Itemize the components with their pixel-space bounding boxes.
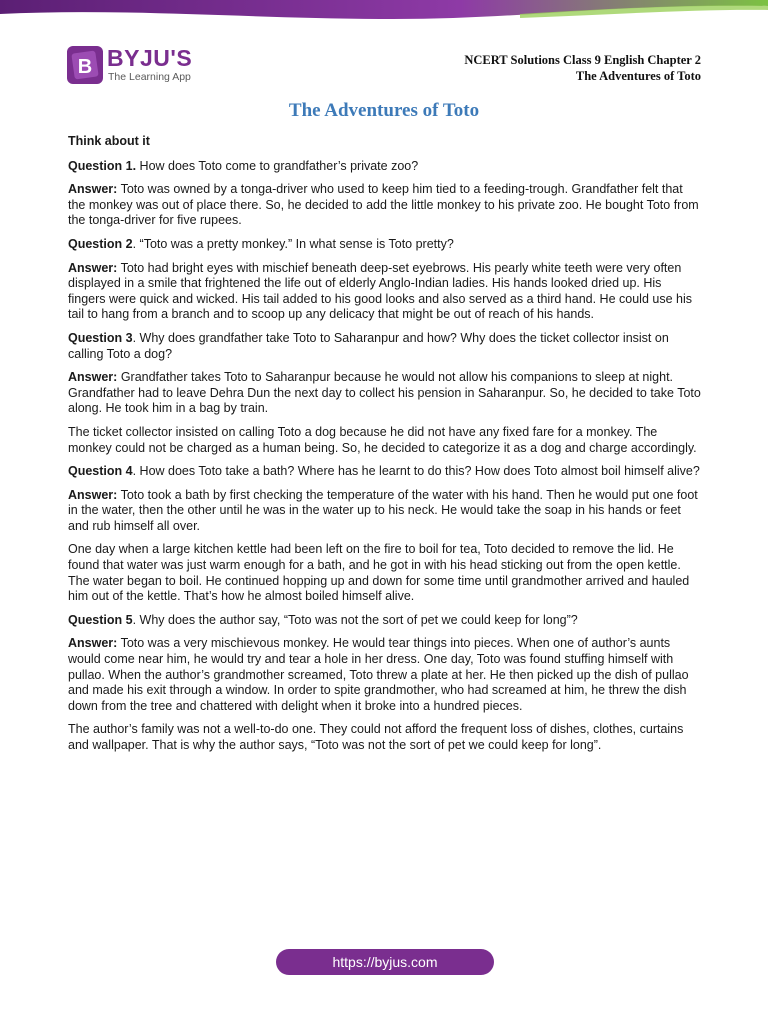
question-label: Question 4: [68, 464, 133, 479]
answer-3: [68, 370, 702, 417]
answer-4-paragraph-2: One day when a large kitchen kettle had been left on the fire to boil for tea, Toto decided to remove the lid. He found that water was just warm enough for a bath, and he got in with his head sticking out from the open kettle. The water began to boil. He continued hopping up and down for some time until grandmother arrived and hauled him out of the kettle. That’s how he almost boiled himself alive.: [68, 542, 690, 604]
logo-name: BYJU'S: [107, 45, 193, 71]
footer-url-link[interactable]: [276, 949, 494, 975]
answer-label: Answer:: [68, 487, 118, 502]
answer-label: Answer:: [68, 260, 118, 275]
footer-url-text: https://byjus.com: [332, 954, 438, 970]
question-2: [68, 237, 702, 253]
question-text: . How does Toto take a bath? Where has he learnt to do this? How does Toto almost boil himself alive?: [132, 464, 700, 479]
header-wave-band: [0, 0, 768, 24]
question-4: [68, 464, 702, 480]
answer-label: Answer:: [68, 370, 118, 385]
header-info: [464, 52, 701, 84]
question-text: How does Toto come to grandfather’s private zoo?: [136, 158, 419, 173]
answer-text: Toto had bright eyes with mischief beneath deep-set eyebrows. His pearly white teeth were very often displayed in a smile that frightened the life out of elderly Anglo-Indian ladies. His hands looked dried up. His fingers were quick and wicked. His tail added to his good looks and also served as a third hand. He could use his tail to hang from a branch and to scoop up any delicacy that might be out of reach of his hands.: [68, 260, 692, 322]
section-heading: Think about it: [68, 134, 150, 148]
byjus-logo: [67, 46, 207, 86]
question-5: [68, 613, 702, 629]
answer-label: Answer:: [68, 182, 118, 197]
logo-mark-icon: [67, 46, 103, 84]
logo-tagline: The Learning App: [108, 71, 191, 83]
answer-text: Toto was owned by a tonga-driver who used to keep him tied to a feeding-trough. Grandfather felt that the monkey was out of place there. So, he decided to add the little monkey to his private zoo. He bought Toto from the tonga-driver for five rupees.: [68, 182, 699, 228]
question-label: Question 3: [68, 330, 133, 345]
question-1: [68, 159, 702, 175]
answer-3-paragraph-2: The ticket collector insisted on calling Toto a dog because he did not have any fixed fare for a monkey. The monkey could not be charged as a human being. So, he decided to categorize it as a dog and charge accordingly.: [68, 424, 697, 455]
header-line-2: The Adventures of Toto: [575, 69, 701, 83]
answer-text: Toto took a bath by first checking the temperature of the water with his hand. Then he would put one foot in the water, then the other until he was in the water up to his neck. He would take the soap in his hands or feet and rub himself all over.: [68, 487, 698, 533]
answer-1: [68, 182, 702, 229]
header-line-1: NCERT Solutions Class 9 English Chapter 2: [464, 53, 701, 67]
answer-5-paragraph-2: The author’s family was not a well-to-do one. They could not afford the frequent loss of dishes, clothes, curtains and wallpaper. That is why the author says, “Toto was not the sort of pet we could keep for long”.: [68, 722, 684, 752]
question-3: [68, 331, 702, 362]
answer-text: Grandfather takes Toto to Saharanpur because he would not allow his companions to sleep at night. Grandfather had to leave Dehra Dun the next day to collect his pension in Saharanpur. So, he decided to take Toto along. He took him in a bag by train.: [68, 370, 701, 416]
answer-2: [68, 261, 702, 323]
answer-4: [68, 488, 702, 535]
question-text: . Why does the author say, “Toto was not the sort of pet we could keep for long”?: [132, 612, 578, 627]
page-title: The Adventures of Toto: [288, 100, 480, 121]
answer-5: [68, 636, 702, 714]
answer-text: Toto was a very mischievous monkey. He would tear things into pieces. When one of author’s aunts would come near him, he would try and tear a hole in her dress. One day, Toto was found stuffing himself with pullao. When the author’s grandmother screamed, Toto threw a plate at her. He then picked up the dish of pullao and made his exit through a window. In order to spite grandmother, who had screamed at him, he threw the dish down from the tree and chattered with delight when it broke into a hundred pieces.: [68, 636, 689, 713]
question-label: Question 1.: [68, 158, 137, 173]
qa-content: [68, 134, 702, 762]
question-text: . Why does grandfather take Toto to Saharanpur and how? Why does the ticket collector insist on calling Toto a dog?: [68, 330, 669, 361]
answer-label: Answer:: [68, 636, 118, 651]
question-label: Question 5: [68, 612, 133, 627]
question-label: Question 2: [68, 236, 133, 251]
svg-text:B: B: [77, 56, 93, 78]
question-text: . “Toto was a pretty monkey.” In what sense is Toto pretty?: [132, 236, 454, 251]
